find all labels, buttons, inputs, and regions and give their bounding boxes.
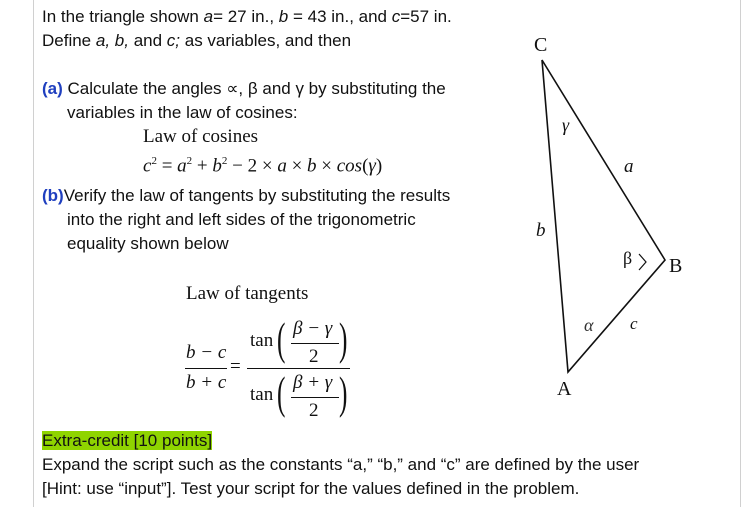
side-a-label: a <box>624 156 634 177</box>
beta-angle-mark <box>639 254 646 270</box>
angle-beta-label: β <box>623 248 633 268</box>
vertex-a-label: A <box>557 378 572 400</box>
extra-credit-title: Extra-credit [10 points] <box>42 431 213 450</box>
part-a-line-1: (a) Calculate the angles ∝, β and γ by substituting the <box>42 79 446 98</box>
law-of-cosines-title: Law of cosines <box>143 126 259 147</box>
vertex-c-label: C <box>534 34 548 56</box>
intro-line-2: Define a, b, and c; as variables, and then <box>42 31 352 50</box>
intro-line-1: In the triangle shown a= 27 in., b = 43 in., and c=57 in. <box>42 7 452 26</box>
angle-gamma-label: γ <box>562 115 570 135</box>
part-b-line-3: equality shown below <box>67 234 229 253</box>
part-a-label: (a) <box>42 79 63 98</box>
extra-credit-line-1: Expand the script such as the constants “a,” “b,” and “c” are defined by the user <box>42 455 640 474</box>
part-b-line-1: (b)Verify the law of tangents by substituting the results <box>42 186 451 205</box>
part-b-label: (b) <box>42 186 64 205</box>
side-c-label: c <box>630 314 638 333</box>
part-a-line-2: variables in the law of cosines: <box>67 103 298 122</box>
triangle-shape <box>542 60 665 372</box>
side-b-label: b <box>536 220 546 241</box>
vertex-b-label: B <box>669 255 683 277</box>
law-of-cosines-formula: $c^2 = a^2 + b^2 - 2 \times a \times b \times \cos(\gamma)$ <box>143 155 383 177</box>
extra-credit-line-2: [Hint: use “input”]. Test your script for the values defined in the problem. <box>42 479 580 498</box>
part-b-line-2: into the right and left sides of the trigonometric <box>67 210 416 229</box>
law-of-tangents-title: Law of tangents <box>186 283 309 304</box>
angle-alpha-label: α <box>584 315 594 335</box>
